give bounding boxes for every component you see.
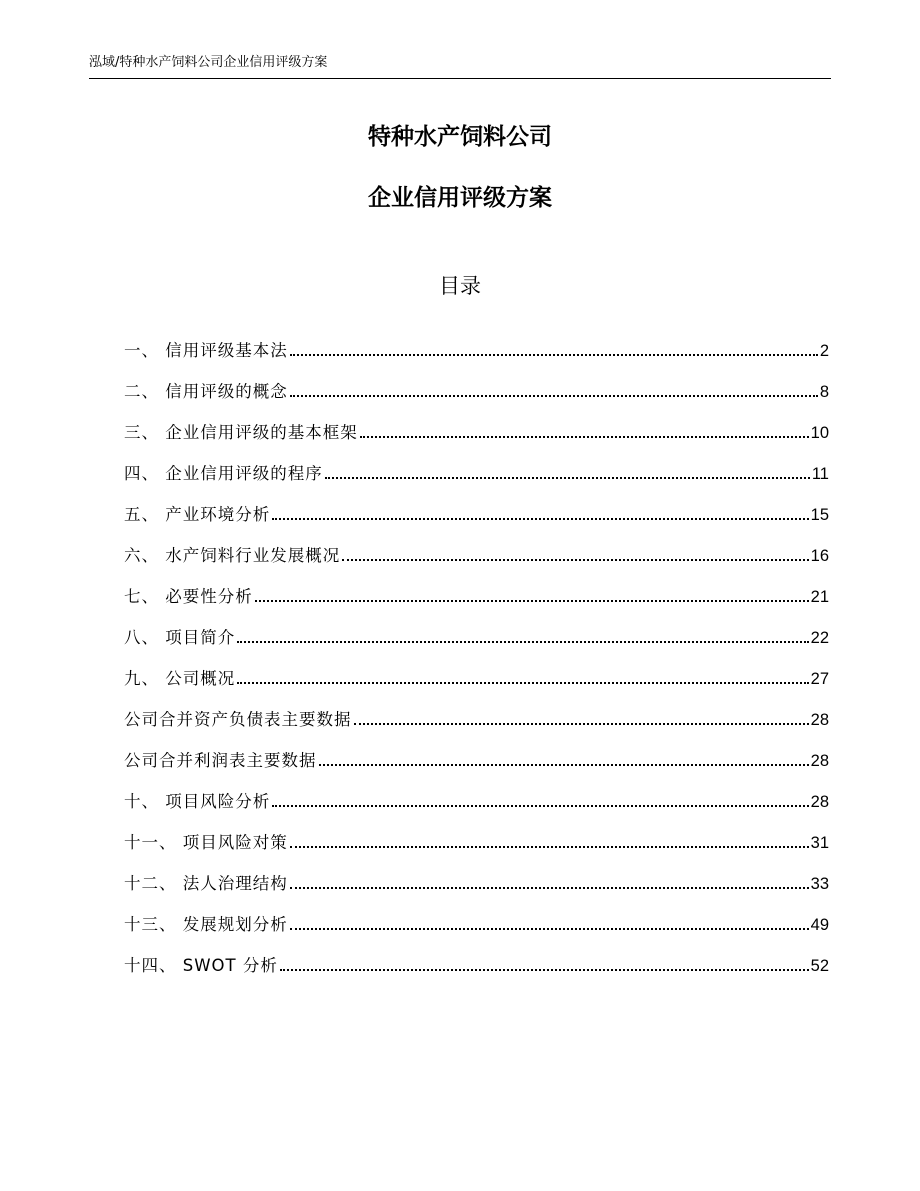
- toc-entry[interactable]: [124, 896, 829, 937]
- toc-entry-page: 33: [810, 875, 829, 893]
- table-of-contents: [124, 322, 829, 978]
- toc-entry-label: 四、 企业信用评级的程序: [124, 464, 323, 483]
- toc-entry[interactable]: [124, 773, 829, 814]
- toc-dot-leader: [255, 600, 809, 602]
- toc-dot-leader: [319, 764, 809, 766]
- toc-entry[interactable]: [124, 609, 829, 650]
- toc-entry[interactable]: [124, 363, 829, 404]
- toc-entry-label: 十、 项目风险分析: [124, 792, 271, 811]
- toc-entry-label: 五、 产业环境分析: [124, 505, 271, 524]
- toc-dot-leader: [272, 518, 808, 520]
- toc-entry[interactable]: [124, 527, 829, 568]
- toc-heading: 目录: [439, 274, 481, 298]
- toc-entry-label: 九、 公司概况: [124, 669, 236, 688]
- toc-entry-label: 十三、 发展规划分析: [124, 915, 288, 934]
- toc-entry[interactable]: [124, 855, 829, 896]
- toc-dot-leader: [360, 436, 809, 438]
- toc-entry[interactable]: [124, 404, 829, 445]
- toc-entry[interactable]: [124, 937, 829, 978]
- toc-entry-page: 22: [810, 629, 829, 647]
- toc-entry-page: 52: [810, 957, 829, 975]
- toc-dot-leader: [237, 641, 808, 643]
- toc-entry-page: 8: [819, 383, 829, 401]
- toc-dot-leader: [342, 559, 808, 561]
- toc-entry-page: 28: [810, 752, 829, 770]
- toc-entry-page: 16: [810, 547, 829, 565]
- toc-entry-label: 七、 必要性分析: [124, 587, 253, 606]
- toc-entry-page: 49: [810, 916, 829, 934]
- toc-dot-leader: [290, 928, 809, 930]
- toc-entry-label: 十一、 项目风险对策: [124, 833, 288, 852]
- toc-entry-label: 十二、 法人治理结构: [124, 874, 288, 893]
- toc-dot-leader: [290, 395, 818, 397]
- toc-entry-label: 公司合并资产负债表主要数据: [124, 710, 352, 729]
- toc-entry-page: 2: [819, 342, 829, 360]
- toc-entry-label: 八、 项目简介: [124, 628, 236, 647]
- toc-dot-leader: [237, 682, 808, 684]
- toc-entry-page: 28: [810, 793, 829, 811]
- toc-dot-leader: [290, 846, 809, 848]
- toc-entry-page: 15: [810, 506, 829, 524]
- toc-entry[interactable]: [124, 322, 829, 363]
- toc-entry-label: 六、 水产饲料行业发展概况: [124, 546, 341, 565]
- toc-dot-leader: [354, 723, 809, 725]
- toc-entry[interactable]: [124, 814, 829, 855]
- toc-entry-label: 一、 信用评级基本法: [124, 341, 288, 360]
- toc-entry[interactable]: [124, 445, 829, 486]
- page-header: 泓域/特种水产饲料公司企业信用评级方案: [89, 52, 831, 79]
- toc-dot-leader: [325, 477, 810, 479]
- toc-entry-page: 27: [810, 670, 829, 688]
- toc-dot-leader: [290, 887, 809, 889]
- document-title: 特种水产饲料公司: [368, 124, 552, 150]
- document-subtitle: 企业信用评级方案: [368, 185, 552, 211]
- toc-entry-label: 十四、 SWOT 分析: [124, 956, 278, 975]
- toc-entry-page: 31: [810, 834, 829, 852]
- toc-entry[interactable]: [124, 732, 829, 773]
- toc-entry-page: 10: [810, 424, 829, 442]
- toc-dot-leader: [272, 805, 808, 807]
- toc-entry-label: 公司合并利润表主要数据: [124, 751, 317, 770]
- toc-entry[interactable]: [124, 486, 829, 527]
- toc-entry-page: 11: [811, 465, 829, 483]
- toc-dot-leader: [290, 354, 818, 356]
- toc-entry[interactable]: [124, 650, 829, 691]
- toc-entry[interactable]: [124, 691, 829, 732]
- toc-entry[interactable]: [124, 568, 829, 609]
- toc-entry-label: 三、 企业信用评级的基本框架: [124, 423, 358, 442]
- toc-dot-leader: [280, 969, 809, 971]
- toc-entry-page: 28: [810, 711, 829, 729]
- toc-entry-label: 二、 信用评级的概念: [124, 382, 288, 401]
- toc-entry-page: 21: [810, 588, 829, 606]
